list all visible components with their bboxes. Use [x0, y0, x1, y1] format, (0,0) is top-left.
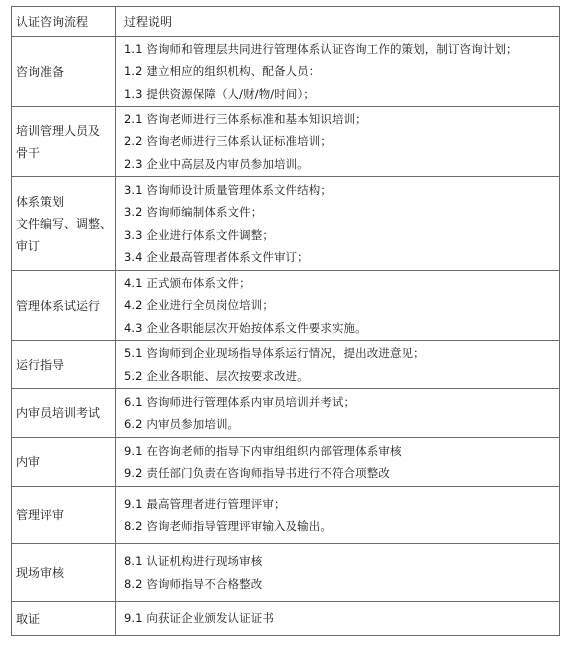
stage-label: 培训管理人员及 骨干 [16, 123, 101, 160]
header-stage: 认证咨询流程 [12, 7, 116, 37]
description-cell [116, 389, 560, 438]
stage-label: 内审员培训考试 [16, 406, 101, 420]
stage-label: 管理体系试运行 [16, 298, 101, 313]
stage-cell [12, 602, 116, 636]
table-row [12, 177, 560, 271]
step-item: 9.1 向获证企业颁发认证证书 [124, 611, 274, 626]
stage-cell [12, 107, 116, 177]
step-item: 3.1 咨询师设计质量管理体系文件结构； [124, 182, 332, 197]
description-cell [116, 438, 560, 487]
description-cell [116, 177, 560, 271]
stage-label: 运行指导 [16, 357, 65, 372]
stage-label: 咨询准备 [16, 64, 65, 79]
step-item: 3.3 企业进行体系文件调整； [124, 227, 274, 242]
description-cell [116, 37, 560, 107]
stage-label: 内审 [16, 455, 41, 469]
step-item: 1.2 建立相应的组织机构、配备人员： [124, 64, 321, 79]
table-row [12, 107, 560, 177]
step-item: 9.1 最高管理者进行管理评审； [124, 496, 286, 511]
certification-process-table [11, 6, 560, 636]
step-item: 6.1 咨询师进行管理体系内审员培训并考试； [124, 394, 356, 409]
table-row [12, 37, 560, 107]
header-description: 过程说明 [116, 7, 560, 37]
table-row [12, 271, 560, 341]
step-item: 2.2 咨询老师进行三体系认证标准培训； [124, 134, 332, 149]
stage-cell [12, 389, 116, 438]
table-row [12, 544, 560, 602]
step-item: 8.2 咨询师指导不合格整改 [124, 576, 263, 591]
step-item: 2.1 咨询老师进行三体系标准和基本知识培训； [124, 111, 367, 126]
step-item: 4.1 正式颁布体系文件； [124, 275, 251, 290]
description-cell [116, 341, 560, 389]
step-item: 8.1 认证机构进行现场审核 [124, 554, 263, 568]
table-header-row [12, 7, 560, 37]
description-cell [116, 487, 560, 544]
stage-cell [12, 271, 116, 341]
step-item: 6.2 内审员参加培训。 [124, 417, 240, 431]
step-item: 8.2 咨询老师指导管理评审输入及输出。 [124, 519, 332, 533]
stage-cell [12, 438, 116, 487]
step-item: 3.2 咨询师编制体系文件； [124, 205, 263, 219]
stage-label: 现场审核 [16, 565, 65, 580]
stage-label: 取证 [16, 611, 41, 626]
table-row [12, 341, 560, 389]
stage-cell [12, 37, 116, 107]
stage-cell [12, 341, 116, 389]
table-row [12, 602, 560, 636]
stage-cell [12, 177, 116, 271]
step-item: 3.4 企业最高管理者体系文件审订； [124, 250, 309, 264]
stage-label: 体系策划 文件编写、调整、 审订 [16, 194, 113, 253]
step-item: 1.3 提供资源保障（人/财/物/时间）； [124, 86, 315, 101]
description-cell [116, 107, 560, 177]
step-item: 4.2 企业进行全员岗位培训； [124, 298, 274, 313]
step-item: 5.2 企业各职能、层次按要求改进。 [124, 368, 309, 383]
description-cell [116, 544, 560, 602]
stage-label: 管理评审 [16, 508, 65, 522]
table-row [12, 487, 560, 544]
step-item: 1.1 咨询师和管理层共同进行管理体系认证咨询工作的策划，制订咨询计划； [124, 41, 518, 56]
stage-cell [12, 544, 116, 602]
stage-cell [12, 487, 116, 544]
step-item: 4.3 企业各职能层次开始按体系文件要求实施。 [124, 320, 367, 335]
table-row [12, 389, 560, 438]
step-item: 5.1 咨询师到企业现场指导体系运行情况，提出改进意见； [124, 346, 425, 360]
process-table-container [11, 6, 559, 636]
description-cell [116, 271, 560, 341]
step-item: 9.2 责任部门负责在咨询师指导书进行不符合项整改 [124, 466, 390, 480]
step-item: 9.1 在咨询老师的指导下内审组组织内部管理体系审核 [124, 443, 402, 458]
description-cell [116, 602, 560, 636]
step-item: 2.3 企业中高层及内审员参加培训。 [124, 156, 309, 171]
table-row [12, 438, 560, 487]
